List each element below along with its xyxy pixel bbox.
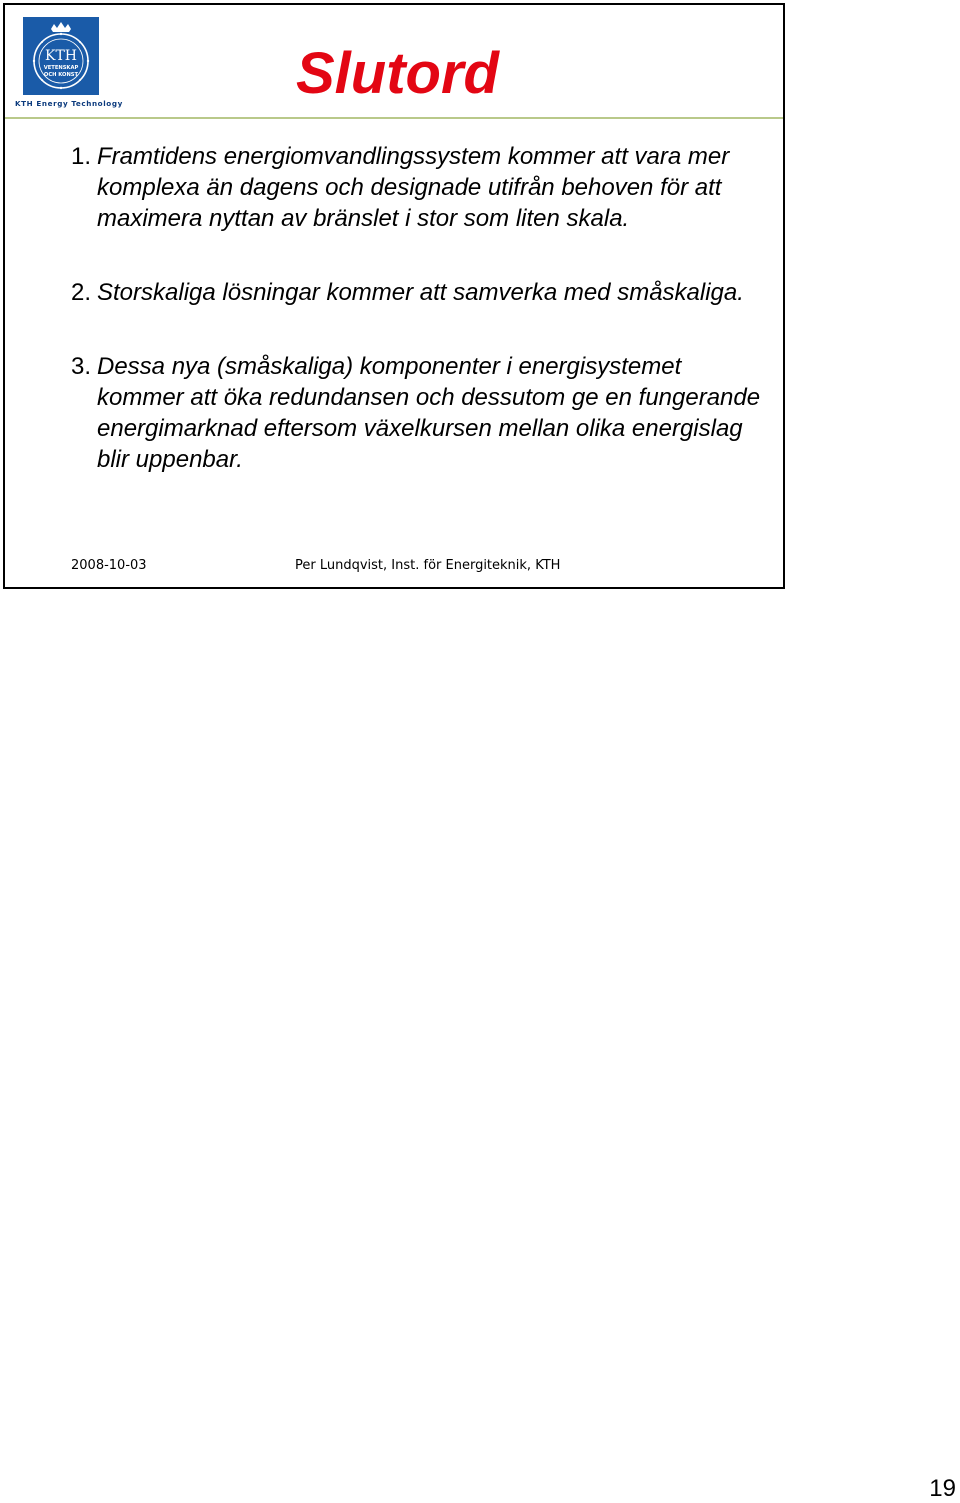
conclusion-item-3: [71, 351, 771, 475]
conclusion-list: [71, 141, 771, 475]
item-text: Dessa nya (småskaliga) komponenter i energisystemet kommer att öka redundansen och dessutom ge en fungerande energimarknad eftersom växelkursen mellan olika energislag blir uppenbar.: [97, 353, 761, 473]
footer-author: Per Lundqvist, Inst. för Energiteknik, KTH: [295, 558, 561, 573]
slide-title: Slutord: [296, 41, 499, 106]
item-number: 1.: [71, 143, 92, 170]
logo-lettering-line2: OCH KONST: [43, 72, 79, 78]
kth-logo: [23, 17, 99, 95]
conclusion-item-1: [71, 141, 771, 234]
logo-lettering-kth: KTH: [44, 48, 78, 64]
item-number: 2.: [71, 279, 92, 306]
item-number: 3.: [71, 353, 92, 380]
logo-lettering-line1: VETENSKAP: [43, 65, 79, 71]
item-text: Framtidens energiomvandlingssystem kommer att vara mer komplexa än dagens och designade utifrån behoven för att maximera nyttan av bränslet i stor som liten skala.: [97, 143, 730, 232]
item-text: Storskaliga lösningar kommer att samverka med småskaliga.: [97, 279, 744, 306]
header-divider: [5, 117, 783, 119]
page-number: 19: [929, 1475, 956, 1502]
conclusion-item-2: [71, 277, 771, 308]
footer-date: 2008-10-03: [71, 558, 147, 573]
logo-caption: KTH Energy Technology: [15, 99, 123, 108]
kth-crest-icon: [23, 17, 99, 95]
slide: [3, 3, 785, 589]
